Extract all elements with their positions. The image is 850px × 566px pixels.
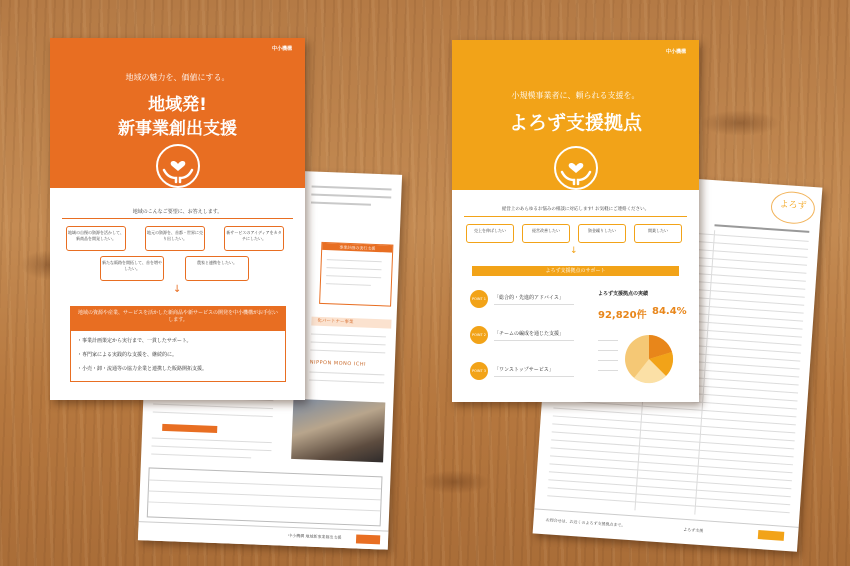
need-bubble: 資金繰りしたい: [578, 224, 626, 243]
benefit-item: ・小売・卸・流通等の協力企業と連携した販路開拓支援。: [77, 366, 208, 372]
benefit-item: ・専門家による実践的な支援を、継続的に。: [77, 352, 178, 358]
point-badge: POINT 2: [470, 326, 488, 344]
left-tagline: 地域の魅力を、価値にする。: [125, 73, 230, 82]
right-intro: 経営上のあらゆるお悩みの相談に対応します! お気軽にご連絡ください。: [501, 207, 650, 212]
wood-knot: [420, 470, 490, 494]
request-bubble: 新サービスのアイディアをカタチにしたい。: [224, 226, 284, 251]
benefits-box: [70, 330, 286, 382]
heart-hands-icon: [154, 142, 202, 188]
left-flyer-header: [50, 38, 305, 188]
right-band-text: よろず支援拠点のサポート: [545, 268, 606, 274]
heart-hands-icon: [552, 144, 600, 190]
back-right-footer: [533, 508, 799, 551]
consultation-count: 92,820件: [598, 310, 647, 321]
pie-chart: [622, 332, 676, 386]
benefit-item: ・事業計画策定から実行まで、一貫したサポート。: [77, 338, 192, 344]
need-bubble: 開業したい: [634, 224, 682, 243]
request-bubble: 農家と連携をしたい。: [185, 256, 249, 281]
point-badge: POINT 1: [470, 290, 488, 308]
down-arrow-icon: ↓: [570, 246, 578, 256]
left-intro: 地域のこんなご要望に、お答えします。: [132, 209, 223, 215]
right-title: よろず支援拠点: [508, 112, 642, 134]
support-box-header: 事業計画の実行支援: [322, 243, 392, 253]
front-left-flyer: [50, 38, 305, 400]
yorozu-stamp-logo: よろず: [770, 190, 816, 225]
need-bubble: 売上を伸ばしたい: [466, 224, 514, 243]
left-title-line2: 新事業創出支援: [118, 119, 237, 139]
left-title-line1: 地域発!: [148, 95, 207, 115]
partner-heading: 化パートナー事業: [311, 317, 391, 329]
point-badge: POINT 3: [470, 362, 488, 380]
support-box: [319, 242, 393, 307]
brand-text: NIPPON MONO ICHI: [309, 359, 367, 368]
contact-table: [147, 467, 383, 526]
footer-contact: お問合せは、お近くのよろず支援拠点まで。: [545, 517, 626, 528]
footer-text: 中小機構 地域新事業創出支援: [288, 532, 342, 540]
request-bubble: 地元の資源を、首都・世界に売り出したい。: [145, 226, 205, 251]
trade-show-photo: [291, 399, 385, 462]
front-right-flyer: [452, 40, 699, 402]
footer-yorozu: よろず支援: [683, 526, 704, 534]
need-bubble: 経営改善したい: [522, 224, 570, 243]
right-tagline: 小規模事業者に、頼られる支援を。: [511, 91, 640, 100]
section-tab: [162, 424, 217, 433]
left-band-text: 地域の資源や産業、サービスを活かした新商品や新サービスの開発を中小機構がお手伝いします。: [77, 310, 278, 323]
request-bubble: 地域の自慢の資源を活かして、新商品を開発したい。: [66, 226, 126, 251]
down-arrow-icon: ↓: [173, 284, 182, 295]
point-title: 「ワンストップサービス」: [494, 367, 554, 373]
point-title: 「総合的・先進的アドバイス」: [494, 295, 564, 301]
right-logo: 中小機構: [666, 49, 687, 55]
left-band: [70, 306, 286, 330]
right-flyer-header: [452, 40, 699, 190]
request-bubble: 新たな販路を開拓して、首を増やしたい。: [100, 256, 164, 281]
results-title: よろず支援拠点の実績: [598, 291, 649, 297]
wood-knot: [700, 110, 780, 136]
right-band: [472, 266, 679, 276]
left-logo: 中小機構: [272, 46, 293, 52]
point-title: 「チームの編成を通じた支援」: [494, 331, 565, 337]
satisfaction-rate: 84.4%: [652, 306, 687, 317]
back-left-footer: [138, 521, 389, 550]
